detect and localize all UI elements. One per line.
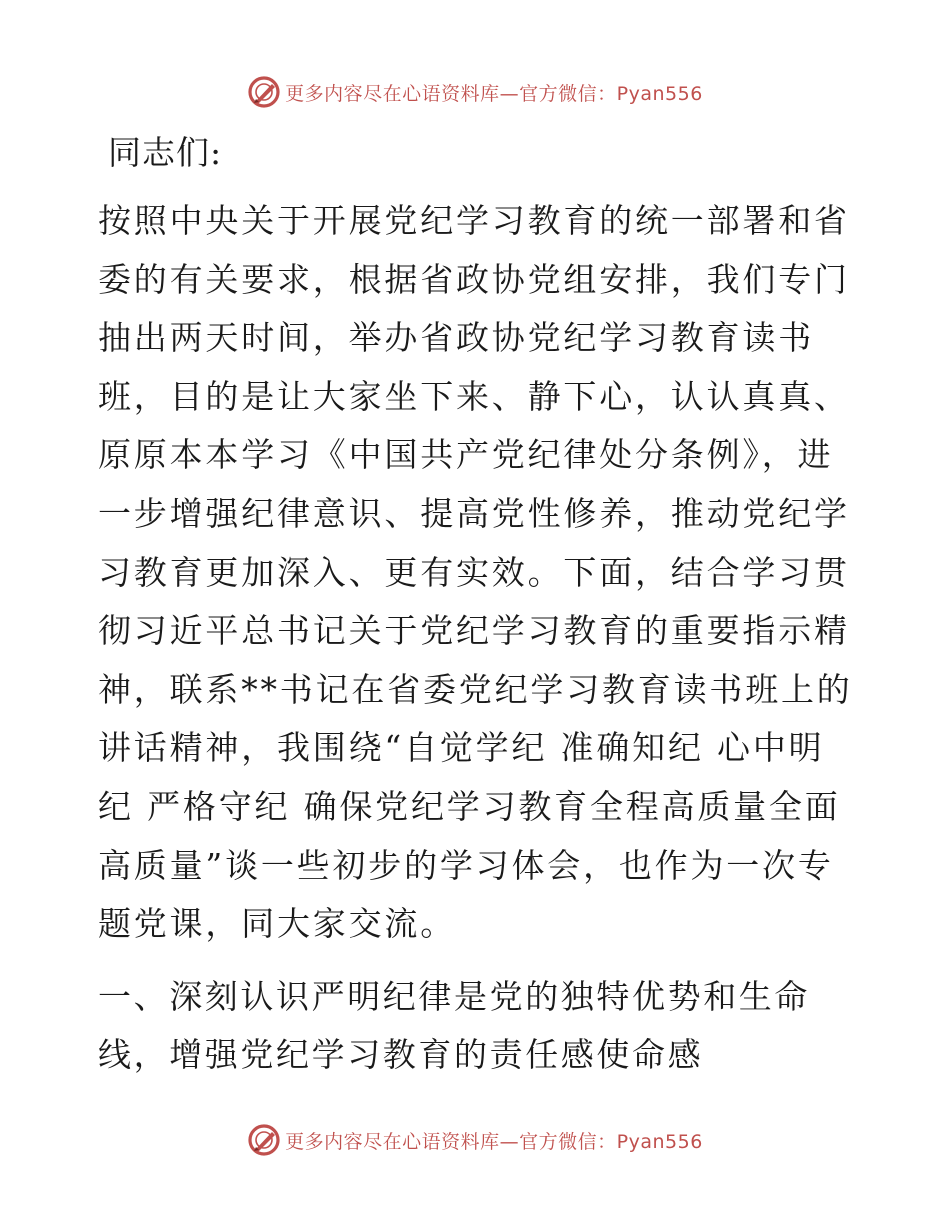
section-heading: 一、深刻认识严明纪律是党的独特优势和生命线，增强党纪学习教育的责任感使命感 bbox=[98, 976, 810, 1075]
body-paragraph: 按照中央关于开展党纪学习教育的统一部署和省委的有关要求，根据省政协党组安排，我们专门抽出两天时间，举办省政协党纪学习教育读书班，目的是让大家坐下来、静下心，认认真真、原原本本学习《中国共产党纪律处分条例》，进一步增强纪律意识、提高党性修养，推动党纪学习教育更加深入、更有实效。下面，结合学习贯彻习近平总书记关于党纪学习教育的重要指示精神，联系**书记在省委党纪学习教育读书班上的讲话精神，我围绕“自觉学纪 准确知纪 心中明纪 严格守纪 确保党纪学习教育全程高质量全面高质量”谈一些初步的学习体会，也作为一次专题党课，同大家交流。 bbox=[98, 201, 853, 944]
footer-watermark bbox=[0, 1118, 950, 1162]
greeting: 同志们: bbox=[108, 133, 223, 172]
header-watermark bbox=[0, 70, 950, 114]
pen-circle-logo-icon bbox=[247, 1123, 281, 1157]
pen-circle-logo-icon bbox=[247, 75, 281, 109]
watermark-text: 更多内容尽在心语资料库—官方微信：Pyan556 bbox=[285, 1130, 703, 1153]
document-body bbox=[98, 118, 854, 1085]
watermark-text: 更多内容尽在心语资料库—官方微信：Pyan556 bbox=[285, 82, 703, 105]
